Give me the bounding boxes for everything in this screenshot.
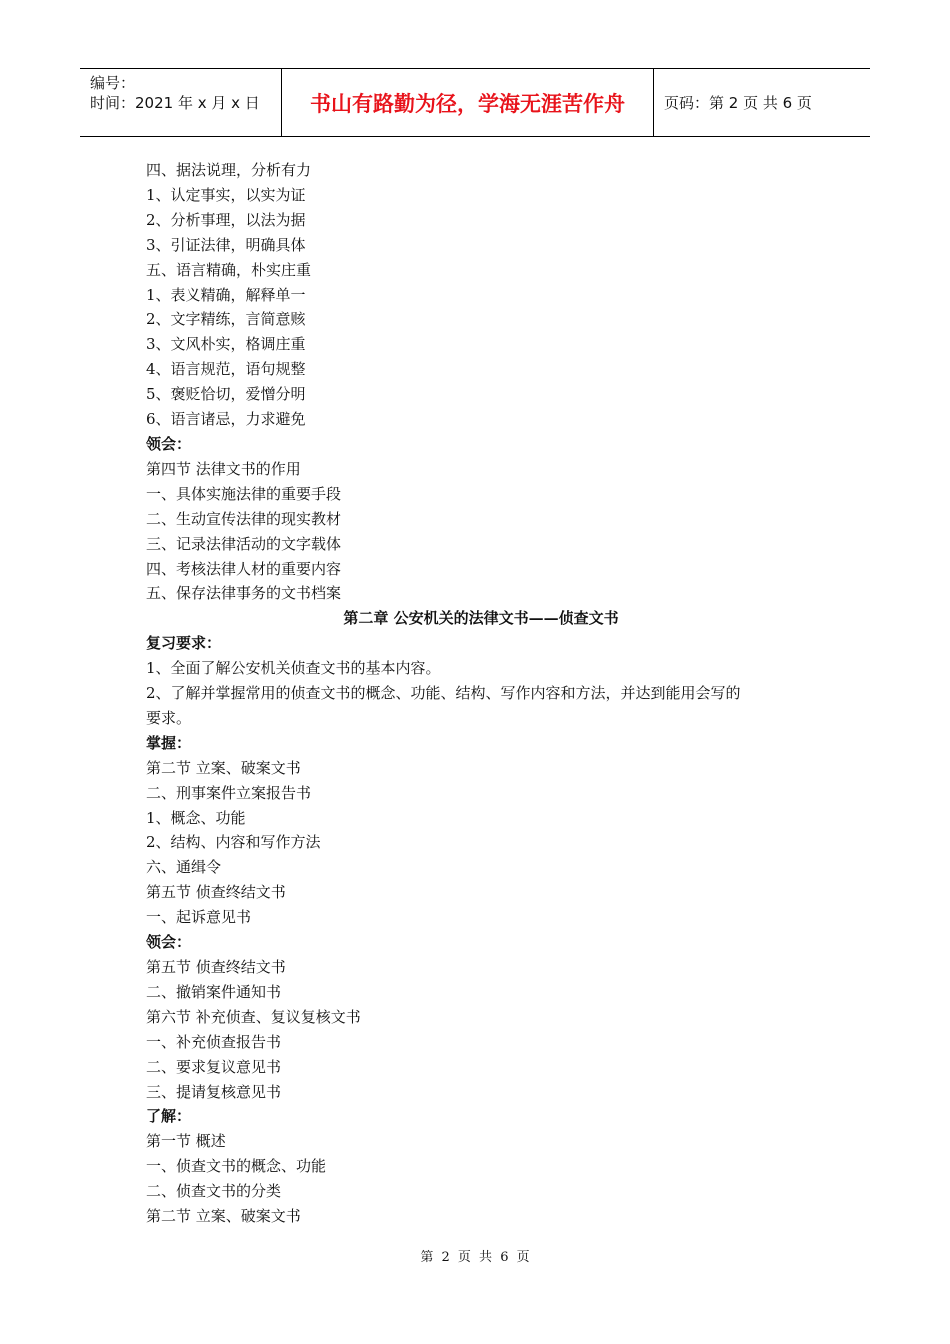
text-line: 二、撤销案件通知书: [146, 982, 282, 1001]
text-line: 三、记录法律活动的文字载体: [146, 534, 342, 553]
text-line: 2、了解并掌握常用的侦查文书的概念、功能、结构、写作内容和方法，并达到能用会写的: [146, 684, 741, 703]
text-line: 2、结构、内容和写作方法: [146, 833, 321, 852]
text-line: 4、语言规范，语句规整: [146, 360, 306, 379]
section-heading: 掌握：: [146, 733, 192, 752]
text-line: 一、侦查文书的概念、功能: [146, 1157, 327, 1176]
text-line: 3、引证法律，明确具体: [146, 235, 306, 254]
text-line: 1、概念、功能: [146, 808, 246, 827]
text-line: 五、保存法律事务的文书档案: [146, 584, 342, 603]
text-line: 第四节 法律文书的作用: [146, 459, 301, 478]
document-number-label: 编号：: [90, 74, 136, 92]
text-line: 四、考核法律人材的重要内容: [146, 559, 342, 578]
text-line: 二、要求复议意见书: [146, 1057, 282, 1076]
text-line: 三、提请复核意见书: [146, 1082, 282, 1101]
text-line: 第二节 立案、破案文书: [146, 1207, 301, 1226]
page-header: [80, 68, 870, 137]
text-line: 第五节 侦查终结文书: [146, 883, 286, 902]
text-line: 1、表义精确，解释单一: [146, 285, 306, 304]
section-heading: 领会：: [146, 933, 192, 952]
text-line: 2、文字精练，言简意赅: [146, 310, 306, 329]
text-line: 一、具体实施法律的重要手段: [146, 484, 342, 503]
text-line: 一、起诉意见书: [146, 908, 252, 927]
text-line: 第一节 概述: [146, 1132, 226, 1151]
header-motto: 书山有路勤为径，学海无涯苦作舟: [282, 69, 654, 136]
text-line: 一、补充侦查报告书: [146, 1032, 282, 1051]
header-info-cell: [80, 69, 282, 136]
section-heading: 复习要求：: [146, 634, 222, 653]
text-line: 二、侦查文书的分类: [146, 1182, 282, 1201]
text-line: 2、分析事理，以法为据: [146, 210, 306, 229]
text-line: 1、认定事实，以实为证: [146, 185, 306, 204]
text-line: 六、通缉令: [146, 858, 222, 877]
text-line: 第二节 立案、破案文书: [146, 758, 301, 777]
text-line: 第五节 侦查终结文书: [146, 958, 286, 976]
text-line: 1、全面了解公安机关侦查文书的基本内容。: [146, 659, 441, 678]
text-line: 五、语言精确，朴实庄重: [146, 260, 312, 279]
text-line: 5、褒贬恰切，爱憎分明: [146, 385, 306, 404]
text-line: 二、生动宣传法律的现实教材: [146, 509, 342, 528]
text-line: 要求。: [146, 708, 192, 727]
page-footer: 第 2 页 共 6 页: [420, 1250, 530, 1265]
text-line: 二、刑事案件立案报告书: [146, 783, 312, 802]
text-line: 6、语言诸忌，力求避免: [146, 410, 306, 429]
section-heading: 领会：: [146, 434, 192, 453]
document-body: [146, 158, 816, 1229]
text-line: 3、文风朴实，格调庄重: [146, 335, 306, 354]
text-line: 四、据法说理，分析有力: [146, 161, 312, 179]
text-line: 第六节 补充侦查、复议复核文书: [146, 1007, 361, 1026]
header-page-info: 页码：第 2 页 共 6 页: [664, 94, 812, 112]
document-time-label: 时间：2021 年 x 月 x 日: [90, 94, 260, 112]
chapter-title: 第二章 公安机关的法律文书——侦查文书: [343, 609, 619, 628]
section-heading: 了解：: [146, 1107, 192, 1126]
